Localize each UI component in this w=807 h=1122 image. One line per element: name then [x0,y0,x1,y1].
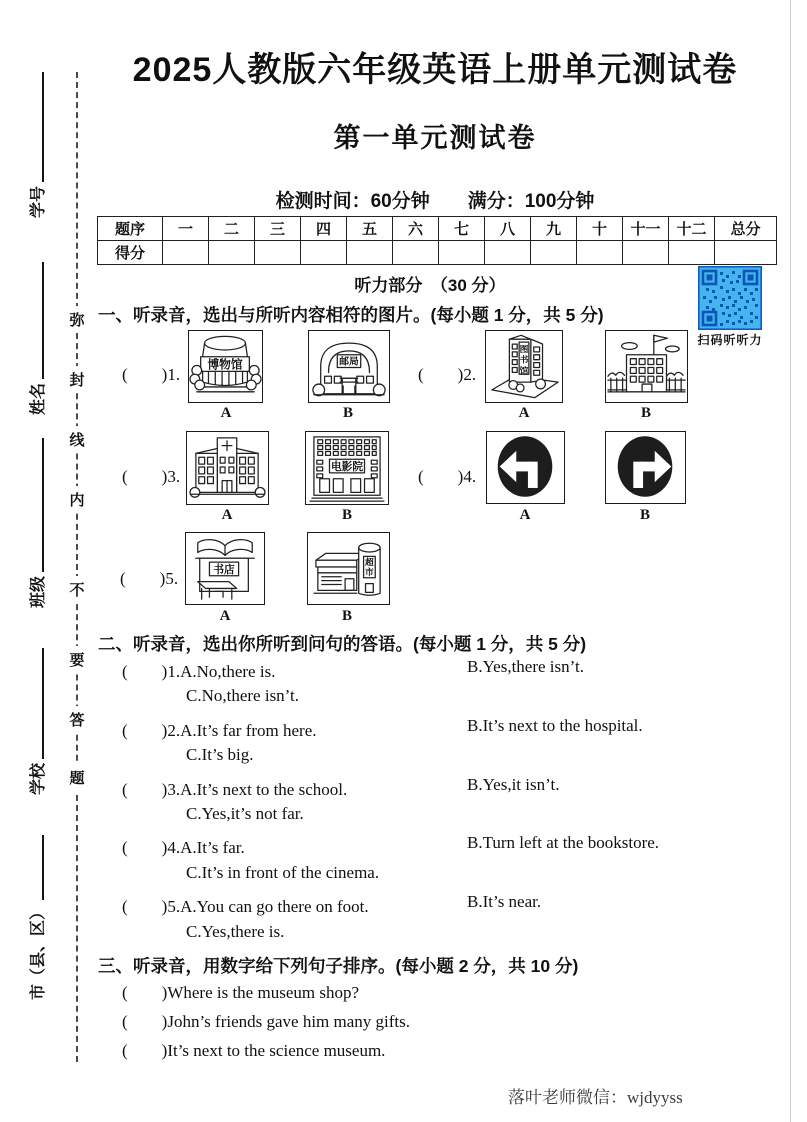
q4-option-b-label: B [639,507,650,523]
school-image [605,330,688,403]
school-blank [42,648,44,759]
score-header-cell: 十一 [623,217,669,241]
score-cell [439,241,485,265]
seal-char: 不 [68,576,86,603]
score-cell [209,241,255,265]
s2-q5-option-b: B.It’s near. [467,892,542,911]
score-header-cell: 一 [163,217,209,241]
listening-part-title: 听力部分 （30 分） [354,276,506,295]
school-label: 学校 [30,762,47,795]
s2-q4-option-c: C.It’s in front of the cinema. [186,863,380,882]
cinema-sign-text: 电影院 [330,460,364,473]
supermarket-image [307,532,390,605]
score-cell [393,241,439,265]
score-header-cell: 九 [531,217,577,241]
seal-dashed-line [76,72,78,1062]
cinema-image [305,431,389,505]
seal-char: 要 [68,646,86,673]
score-cell [669,241,715,265]
q2-answer-blank: ( )2. [418,365,477,384]
score-cell [531,241,577,265]
post-office-image [308,330,390,403]
score-cell [301,241,347,265]
seal-char: 答 [68,706,86,733]
section1-heading: 一、听录音，选出与所听内容相符的图片。(每小题 1 分，共 5 分) [98,305,604,325]
name-blank [42,262,44,379]
s2-q5-left: ( )5.A.You can go there on foot. [122,897,369,916]
library-sign-char2: 书 [519,354,529,365]
teacher-wechat-note: 落叶老师微信：wjdyyss [508,1088,683,1107]
city-label: 市（县、区） [30,903,47,1000]
score-header-cell: 八 [485,217,531,241]
score-header-cell: 总分 [715,217,777,241]
library-image [485,330,563,403]
score-header-cell: 十二 [669,217,715,241]
supermarket-sign-char1: 超 [365,557,374,568]
score-cell [347,241,393,265]
score-table [97,216,777,265]
s3-item-3: ( )It’s next to the science museum. [122,1041,386,1060]
seal-char: 内 [68,486,86,513]
score-row-label: 得分 [98,241,163,265]
turn-right-sign-image [605,431,686,504]
score-cell [255,241,301,265]
listening-qr-code [698,266,762,330]
section3-heading: 三、听录音，用数字给下列句子排序。(每小题 2 分，共 10 分) [98,956,579,976]
score-cell [577,241,623,265]
q1-answer-blank: ( )1. [122,365,181,384]
q5-option-a-label: A [219,608,231,624]
post-office-sign-text: 邮局 [339,356,359,368]
q3-option-b-label: B [341,507,352,523]
q2-option-b-label: B [640,405,651,421]
qr-caption: 扫码听听力 [697,333,763,347]
museum-sign-text: 博物馆 [207,358,243,372]
seal-char: 题 [68,764,86,791]
s2-q3-option-b: B.Yes,it isn’t. [467,775,560,794]
score-header-cell: 七 [439,217,485,241]
s2-q1-option-c: C.No,there isn’t. [186,686,300,705]
class-blank [42,438,44,572]
score-header-cell: 题序 [98,217,163,241]
library-sign-char1: 图 [519,343,529,354]
student-id-field [22,72,48,218]
s2-q1-option-b: B.Yes,there isn’t. [467,657,584,676]
city-field [22,835,48,1000]
supermarket-sign-char2: 市 [365,566,374,577]
name-label: 姓名 [30,382,47,415]
score-header-cell: 三 [255,217,301,241]
score-header-cell: 四 [301,217,347,241]
score-cell [715,241,777,265]
exam-info: 检测时间：60分钟 满分：100分钟 [275,191,595,212]
seal-char: 线 [68,426,86,453]
q3-option-a-label: A [221,507,233,523]
s2-q3-left: ( )3.A.It’s next to the school. [122,780,348,799]
library-sign-char3: 馆 [519,365,529,376]
school-field [22,648,48,795]
section2-heading: 二、听录音，选出你所听到问句的答语。(每小题 1 分，共 5 分) [98,634,587,654]
museum-image [188,330,263,403]
hospital-image [186,431,269,505]
s2-q4-left: ( )4.A.It’s far. [122,838,245,857]
s2-q2-left: ( )2.A.It’s far from here. [122,721,317,740]
page-edge-line [790,0,791,1122]
score-header-cell: 五 [347,217,393,241]
bookstore-image [185,532,265,605]
city-blank [42,835,44,900]
s2-q2-option-c: C.It’s big. [186,745,254,764]
s2-q4-option-b: B.Turn left at the bookstore. [467,833,660,852]
score-cell [623,241,669,265]
q5-option-b-label: B [341,608,352,624]
score-cell [485,241,531,265]
score-header-cell: 十 [577,217,623,241]
q1-option-a-label: A [220,405,232,421]
name-field [22,262,48,415]
q5-answer-blank: ( )5. [120,569,179,588]
s2-q5-option-c: C.Yes,there is. [186,922,285,941]
turn-left-sign-image [486,431,565,504]
q3-answer-blank: ( )3. [122,467,181,486]
q2-option-a-label: A [518,405,530,421]
class-field [22,438,48,608]
page-subtitle: 第一单元测试卷 [333,123,537,153]
score-header-cell: 六 [393,217,439,241]
student-id-label: 学号 [30,185,47,218]
s2-q3-option-c: C.Yes,it’s not far. [186,804,304,823]
seal-char: 弥 [68,306,86,333]
score-header-cell: 二 [209,217,255,241]
s3-item-1: ( )Where is the museum shop? [122,983,359,1002]
s2-q2-option-b: B.It’s next to the hospital. [467,716,643,735]
s3-item-2: ( )John’s friends gave him many gifts. [122,1012,411,1031]
q4-answer-blank: ( )4. [418,467,477,486]
seal-char: 封 [68,366,86,393]
q1-option-b-label: B [342,405,353,421]
page-title: 2025人教版六年级英语上册单元测试卷 [132,51,738,89]
student-id-blank [42,72,44,182]
s2-q1-left: ( )1.A.No,there is. [122,662,276,681]
class-label: 班级 [30,575,47,608]
q4-option-a-label: A [519,507,531,523]
score-cell [163,241,209,265]
bookstore-sign-text: 书店 [213,563,235,576]
